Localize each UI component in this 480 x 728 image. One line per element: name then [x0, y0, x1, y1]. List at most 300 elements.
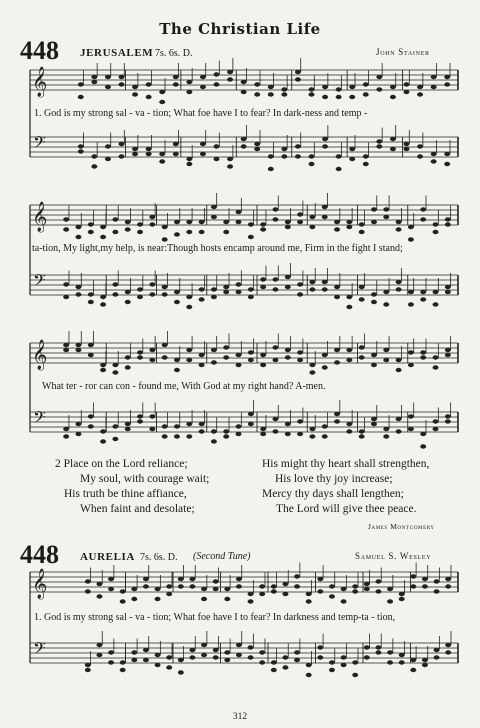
note: [295, 77, 301, 81]
note: [223, 220, 229, 224]
note: [445, 650, 451, 654]
note: [199, 353, 205, 357]
note: [149, 348, 155, 352]
verse-line: Mercy thy days shall lengthen;: [262, 488, 404, 500]
note: [259, 660, 265, 664]
note: [295, 70, 301, 74]
note: [297, 220, 303, 224]
note: [434, 579, 440, 583]
note: [186, 162, 192, 166]
note: [363, 162, 369, 166]
note: [166, 584, 172, 588]
hymn-number: 448: [20, 540, 59, 569]
note: [178, 658, 184, 662]
note: [259, 650, 265, 654]
note: [433, 302, 439, 306]
note: [119, 75, 125, 79]
note: [174, 232, 180, 236]
note: [399, 660, 405, 664]
note: [334, 285, 340, 289]
note: [282, 582, 288, 586]
note: [445, 577, 451, 581]
note: [410, 574, 416, 578]
note: [282, 655, 288, 659]
note: [105, 157, 111, 161]
note: [100, 225, 106, 229]
note: [322, 287, 328, 291]
note: [272, 217, 278, 221]
note: [75, 348, 81, 352]
note: [371, 417, 377, 421]
note: [125, 422, 131, 426]
note: [317, 645, 323, 649]
note: [346, 305, 352, 309]
note: [119, 154, 125, 158]
note: [309, 87, 315, 91]
note: [285, 225, 291, 229]
note: [408, 427, 414, 431]
note: [120, 668, 126, 672]
note: [214, 82, 220, 86]
clef: 𝄢: [33, 638, 46, 662]
note: [155, 653, 161, 657]
page-header: The Christian Life: [159, 20, 321, 38]
note: [227, 164, 233, 168]
note: [100, 295, 106, 299]
note: [166, 665, 172, 669]
note: [420, 444, 426, 448]
note: [100, 363, 106, 367]
note: [248, 358, 254, 362]
note: [201, 643, 207, 647]
note: [155, 587, 161, 591]
note: [108, 587, 114, 591]
note: [309, 287, 315, 291]
note: [125, 355, 131, 359]
note: [213, 587, 219, 591]
note: [213, 579, 219, 583]
note: [268, 92, 274, 96]
note: [137, 350, 143, 354]
note: [132, 147, 138, 151]
note: [271, 584, 277, 588]
note: [211, 205, 217, 209]
note: [248, 287, 254, 291]
note: [317, 655, 323, 659]
note: [334, 360, 340, 364]
note: [159, 100, 165, 104]
note: [404, 142, 410, 146]
note: [431, 159, 437, 163]
note: [420, 290, 426, 294]
note: [105, 85, 111, 89]
note: [100, 302, 106, 306]
note: [236, 653, 242, 657]
note: [223, 230, 229, 234]
note: [224, 650, 230, 654]
note: [75, 343, 81, 347]
note: [155, 663, 161, 667]
note: [162, 343, 168, 347]
note: [88, 343, 94, 347]
note: [143, 584, 149, 588]
note: [236, 353, 242, 357]
note: [352, 589, 358, 593]
note: [322, 434, 328, 438]
note: [132, 85, 138, 89]
note: [241, 80, 247, 84]
note: [91, 154, 97, 158]
note: [236, 424, 242, 428]
note: [445, 353, 451, 357]
note: [85, 663, 91, 667]
note: [214, 157, 220, 161]
note: [91, 75, 97, 79]
note: [214, 144, 220, 148]
note: [281, 147, 287, 151]
note: [431, 152, 437, 156]
note: [341, 663, 347, 667]
note: [174, 290, 180, 294]
note: [166, 592, 172, 596]
note: [297, 358, 303, 362]
note: [260, 353, 266, 357]
note: [173, 142, 179, 146]
note: [236, 584, 242, 588]
note: [295, 144, 301, 148]
note: [248, 592, 254, 596]
note: [137, 287, 143, 291]
note: [105, 75, 111, 79]
note: [285, 422, 291, 426]
note: [85, 668, 91, 672]
note: [85, 589, 91, 593]
note: [211, 429, 217, 433]
note: [125, 365, 131, 369]
note: [254, 92, 260, 96]
note: [125, 290, 131, 294]
note: [186, 90, 192, 94]
tune-name: AURELIA: [80, 551, 135, 563]
note: [112, 217, 118, 221]
note: [149, 427, 155, 431]
note: [410, 584, 416, 588]
note: [200, 152, 206, 156]
note: [363, 82, 369, 86]
tune-name: JERUSALEM: [80, 47, 154, 59]
note: [349, 147, 355, 151]
note: [199, 220, 205, 224]
note: [272, 207, 278, 211]
note: [143, 577, 149, 581]
note: [285, 355, 291, 359]
note: [189, 648, 195, 652]
note: [329, 584, 335, 588]
note: [306, 599, 312, 603]
note: [297, 212, 303, 216]
note: [371, 207, 377, 211]
note: [236, 290, 242, 294]
note: [88, 414, 94, 418]
note: [125, 300, 131, 304]
note: [227, 70, 233, 74]
verse-line: The Lord will give thee peace.: [276, 503, 417, 515]
note: [334, 295, 340, 299]
note: [91, 164, 97, 168]
note: [445, 290, 451, 294]
note: [63, 427, 69, 431]
note: [408, 363, 414, 367]
note: [420, 350, 426, 354]
note: [120, 599, 126, 603]
note: [341, 599, 347, 603]
note: [383, 348, 389, 352]
note: [445, 643, 451, 647]
note: [317, 577, 323, 581]
note: [155, 597, 161, 601]
note: [162, 434, 168, 438]
note: [375, 579, 381, 583]
note: [260, 277, 266, 281]
note: [223, 290, 229, 294]
note: [143, 658, 149, 662]
note: [309, 92, 315, 96]
note: [149, 292, 155, 296]
meter: 7s. 6s. D.: [140, 552, 178, 563]
note: [408, 225, 414, 229]
note: [259, 592, 265, 596]
note: [364, 587, 370, 591]
note: [417, 92, 423, 96]
composer: John Stainer: [376, 47, 430, 57]
note: [236, 643, 242, 647]
note: [285, 220, 291, 224]
note: [149, 414, 155, 418]
note: [363, 154, 369, 158]
note: [352, 660, 358, 664]
note: [213, 655, 219, 659]
note: [434, 655, 440, 659]
note: [96, 653, 102, 657]
note: [96, 582, 102, 586]
note: [433, 419, 439, 423]
note: [224, 597, 230, 601]
note: [260, 222, 266, 226]
note: [119, 142, 125, 146]
note: [387, 660, 393, 664]
note: [268, 85, 274, 89]
note: [285, 432, 291, 436]
note: [383, 358, 389, 362]
note: [309, 280, 315, 284]
note: [223, 429, 229, 433]
note: [431, 75, 437, 79]
note: [112, 424, 118, 428]
note: [346, 429, 352, 433]
note: [272, 287, 278, 291]
note: [236, 220, 242, 224]
note: [200, 142, 206, 146]
note: [359, 230, 365, 234]
note: [159, 90, 165, 94]
note: [272, 358, 278, 362]
note: [359, 285, 365, 289]
note: [420, 217, 426, 221]
note: [186, 80, 192, 84]
note: [297, 350, 303, 354]
note: [211, 295, 217, 299]
note: [112, 363, 118, 367]
note: [285, 285, 291, 289]
note: [272, 277, 278, 281]
note: [112, 282, 118, 286]
note: [359, 429, 365, 433]
note: [63, 282, 69, 286]
note: [282, 592, 288, 596]
note: [422, 663, 428, 667]
note: [371, 220, 377, 224]
verse-line: My soul, with courage wait;: [80, 473, 210, 485]
note: [334, 220, 340, 224]
note: [376, 139, 382, 143]
clef: 𝄢: [33, 407, 46, 431]
note: [396, 368, 402, 372]
note: [359, 345, 365, 349]
note: [200, 75, 206, 79]
note: [112, 370, 118, 374]
note: [346, 295, 352, 299]
note: [322, 205, 328, 209]
note: [336, 154, 342, 158]
note: [271, 668, 277, 672]
note: [254, 82, 260, 86]
note: [295, 154, 301, 158]
note: [272, 429, 278, 433]
note: [214, 72, 220, 76]
note: [146, 82, 152, 86]
note: [236, 432, 242, 436]
note: [63, 217, 69, 221]
note: [248, 222, 254, 226]
note: [132, 152, 138, 156]
note: [396, 220, 402, 224]
note: [199, 422, 205, 426]
note: [186, 358, 192, 362]
note: [200, 85, 206, 89]
note: [146, 152, 152, 156]
note: [364, 655, 370, 659]
note: [63, 343, 69, 347]
note: [162, 285, 168, 289]
note: [396, 358, 402, 362]
lyric-line-2: ta-tion, My light,my help, is near:Though hosts encamp around me, Firm in the fight I stand;: [32, 243, 403, 254]
note: [404, 82, 410, 86]
note: [199, 230, 205, 234]
note: [371, 422, 377, 426]
note: [375, 645, 381, 649]
note: [359, 297, 365, 301]
note: [96, 594, 102, 598]
note: [88, 222, 94, 226]
note: [408, 414, 414, 418]
note: [162, 292, 168, 296]
note: [100, 429, 106, 433]
note: [131, 587, 137, 591]
note: [390, 85, 396, 89]
note: [399, 597, 405, 601]
clef: 𝄞: [32, 569, 48, 599]
note: [297, 419, 303, 423]
note: [383, 215, 389, 219]
note: [346, 358, 352, 362]
note: [186, 348, 192, 352]
note: [178, 577, 184, 581]
note: [417, 85, 423, 89]
note: [63, 295, 69, 299]
note: [346, 225, 352, 229]
note: [297, 292, 303, 296]
note: [408, 302, 414, 306]
note: [390, 147, 396, 151]
clef: 𝄢: [33, 132, 46, 156]
note: [88, 300, 94, 304]
note: [162, 355, 168, 359]
note: [241, 90, 247, 94]
note: [248, 599, 254, 603]
note: [445, 285, 451, 289]
note: [359, 434, 365, 438]
note: [174, 358, 180, 362]
note: [309, 215, 315, 219]
note: [383, 427, 389, 431]
note: [260, 363, 266, 367]
note: [410, 658, 416, 662]
note: [211, 439, 217, 443]
note: [211, 287, 217, 291]
note: [223, 345, 229, 349]
note: [85, 579, 91, 583]
note: [186, 220, 192, 224]
note: [334, 419, 340, 423]
note: [112, 230, 118, 234]
note: [399, 653, 405, 657]
note: [236, 363, 242, 367]
note: [248, 295, 254, 299]
note: [96, 643, 102, 647]
note: [227, 157, 233, 161]
note: [125, 227, 131, 231]
note: [329, 660, 335, 664]
note: [223, 434, 229, 438]
note: [224, 658, 230, 662]
note: [317, 589, 323, 593]
note: [189, 655, 195, 659]
note: [336, 95, 342, 99]
note: [420, 355, 426, 359]
note: [433, 290, 439, 294]
note: [294, 650, 300, 654]
note: [112, 437, 118, 441]
note: [420, 207, 426, 211]
note: [248, 645, 254, 649]
note: [445, 414, 451, 418]
note: [186, 305, 192, 309]
note: [285, 275, 291, 279]
note: [174, 220, 180, 224]
note: [309, 370, 315, 374]
clef: 𝄞: [32, 202, 48, 232]
note: [105, 144, 111, 148]
